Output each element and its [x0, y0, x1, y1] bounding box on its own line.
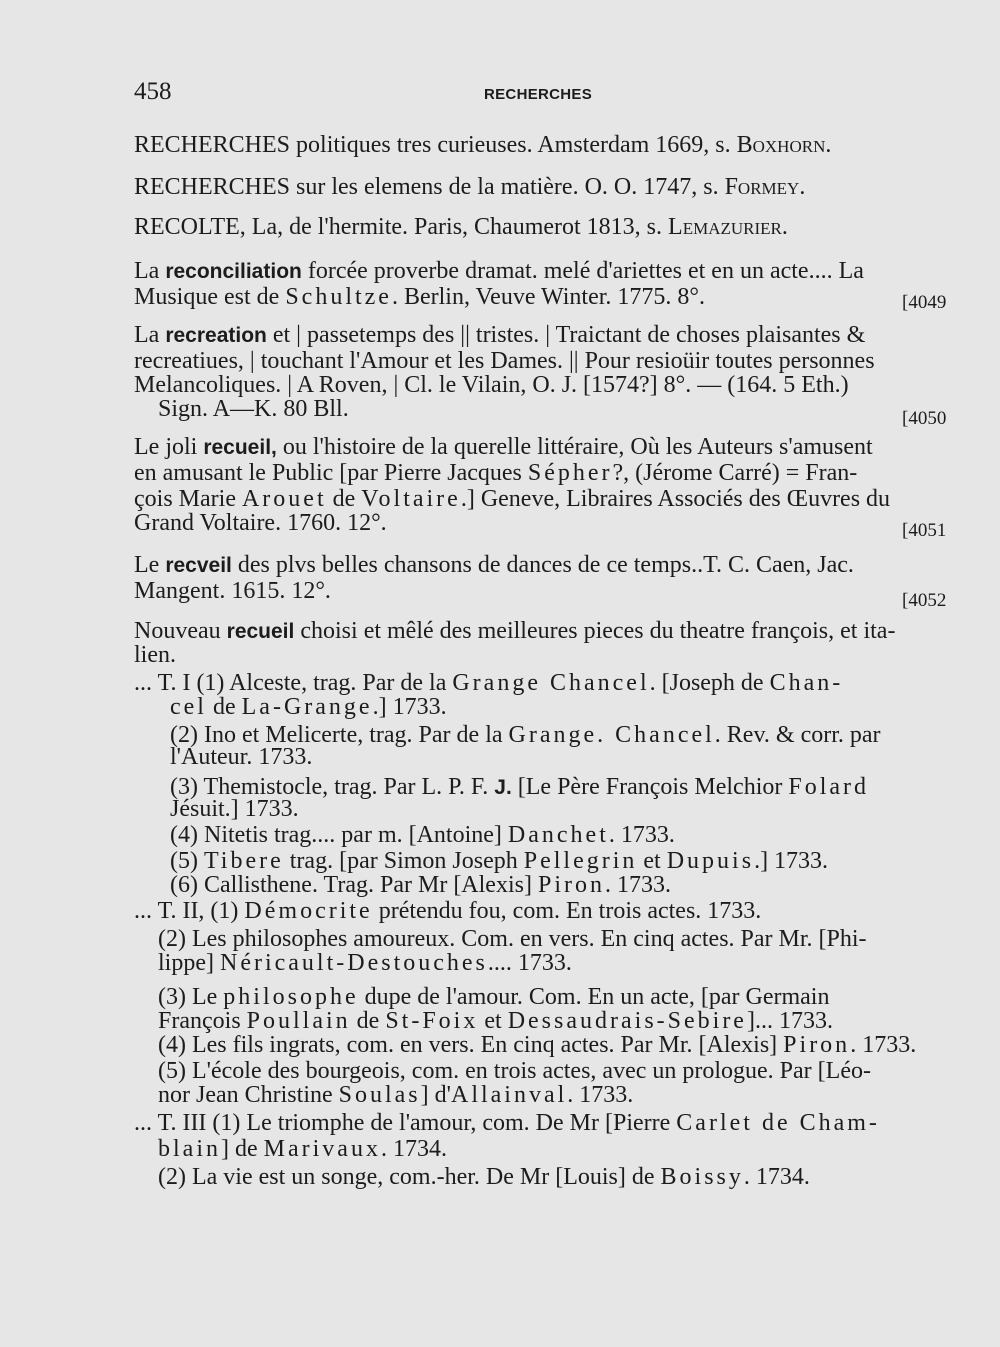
entry-line: La recreation et | passetemps des || tristes. | Traictant de choses plaisantes &	[134, 322, 866, 348]
entry-line: Sign. A—K. 80 Bll.	[158, 396, 349, 422]
entry-line: Le joli recueil, ou l'histoire de la querelle littéraire, Où les Auteurs s'amusent	[134, 434, 873, 460]
entry-line: RECHERCHES sur les elemens de la matière. O. O. 1747, s. Formey.	[134, 174, 806, 200]
entry-line: RECHERCHES politiques tres curieuses. Amsterdam 1669, s. Boxhorn.	[134, 132, 832, 158]
entry-line: Grand Voltaire. 1760. 12°.	[134, 510, 387, 536]
volume-line: (4) Nitetis trag.... par m. [Antoine] Danchet. 1733.	[170, 822, 675, 848]
entry-line: en amusant le Public [par Pierre Jacques Sépher?, (Jérome Carré) = Fran-	[134, 460, 858, 486]
page-number: 458	[134, 78, 172, 105]
volume-line: (2) La vie est un songe, com.-her. De Mr [Louis] de Boissy. 1734.	[158, 1164, 810, 1190]
volume-line: cel de La-Grange.] 1733.	[170, 694, 447, 720]
running-head	[0, 78, 1000, 108]
entry-number: [4052	[902, 590, 947, 611]
volume-line: (4) Les fils ingrats, com. en vers. En cinq actes. Par Mr. [Alexis] Piron. 1733.	[158, 1032, 917, 1058]
volume-line: l'Auteur. 1733.	[170, 744, 313, 770]
entry-line: Musique est de Schultze. Berlin, Veuve Winter. 1775. 8°.	[134, 284, 705, 310]
entry-line: lien.	[134, 642, 176, 668]
volume-line: nor Jean Christine Soulas] d'Allainval. 1733.	[158, 1082, 634, 1108]
volume-line: (3) Themistocle, trag. Par L. P. F. J. [Le Père François Melchior Folard	[170, 774, 870, 800]
entry-line: Mangent. 1615. 12°.	[134, 578, 331, 604]
volume-line: blain] de Marivaux. 1734.	[158, 1136, 447, 1162]
entry-line: RECOLTE, La, de l'hermite. Paris, Chaumerot 1813, s. Lemazurier.	[134, 214, 788, 240]
volume-line: ... T. II, (1) Démocrite prétendu fou, com. En trois actes. 1733.	[134, 898, 762, 924]
volume-line: lippe] Néricault-Destouches.... 1733.	[158, 950, 572, 976]
entry-line: Melancoliques. | A Roven, | Cl. le Vilain, O. J. [1574?] 8°. — (164. 5 Eth.)	[134, 372, 849, 398]
volume-line: (2) Les philosophes amoureux. Com. en vers. En cinq actes. Par Mr. [Phi-	[158, 926, 867, 952]
entry-line: Le recveil des plvs belles chansons de dances de ce temps..T. C. Caen, Jac.	[134, 552, 854, 578]
volume-line: François Poullain de St-Foix et Dessaudrais-Sebire]... 1733.	[158, 1008, 833, 1034]
volume-line: (3) Le philosophe dupe de l'amour. Com. En un acte, [par Germain	[158, 984, 830, 1010]
volume-line: (6) Callisthene. Trag. Par Mr [Alexis] Piron. 1733.	[170, 872, 671, 898]
entry-number: [4051	[902, 520, 947, 541]
volume-line: (5) Tibere trag. [par Simon Joseph Pellegrin et Dupuis.] 1733.	[170, 848, 829, 874]
entry-line: çois Marie Arouet de Voltaire.] Geneve, Libraires Associés des Œuvres du	[134, 486, 891, 512]
volume-line: ... T. III (1) Le triomphe de l'amour, com. De Mr [Pierre Carlet de Cham-	[134, 1110, 880, 1136]
entry-line: Nouveau recueil choisi et mêlé des meilleures pieces du theatre françois, et ita-	[134, 618, 896, 644]
volume-line: Jésuit.] 1733.	[170, 796, 299, 822]
entry-number: [4050	[902, 408, 947, 429]
volume-line: (5) L'école des bourgeois, com. en trois actes, avec un prologue. Par [Léo-	[158, 1058, 871, 1084]
entry-line: recreatiues, | touchant l'Amour et les Dames. || Pour resioüir toutes personnes	[134, 348, 875, 374]
volume-line: (2) Ino et Melicerte, trag. Par de la Grange. Chancel. Rev. & corr. par	[170, 722, 881, 748]
entry-number: [4049	[902, 292, 947, 313]
running-title: RECHERCHES	[484, 86, 593, 103]
volume-line: ... T. I (1) Alceste, trag. Par de la Grange Chancel. [Joseph de Chan-	[134, 670, 844, 696]
entry-line: La reconciliation forcée proverbe dramat. melé d'ariettes et en un acte.... La	[134, 258, 864, 284]
